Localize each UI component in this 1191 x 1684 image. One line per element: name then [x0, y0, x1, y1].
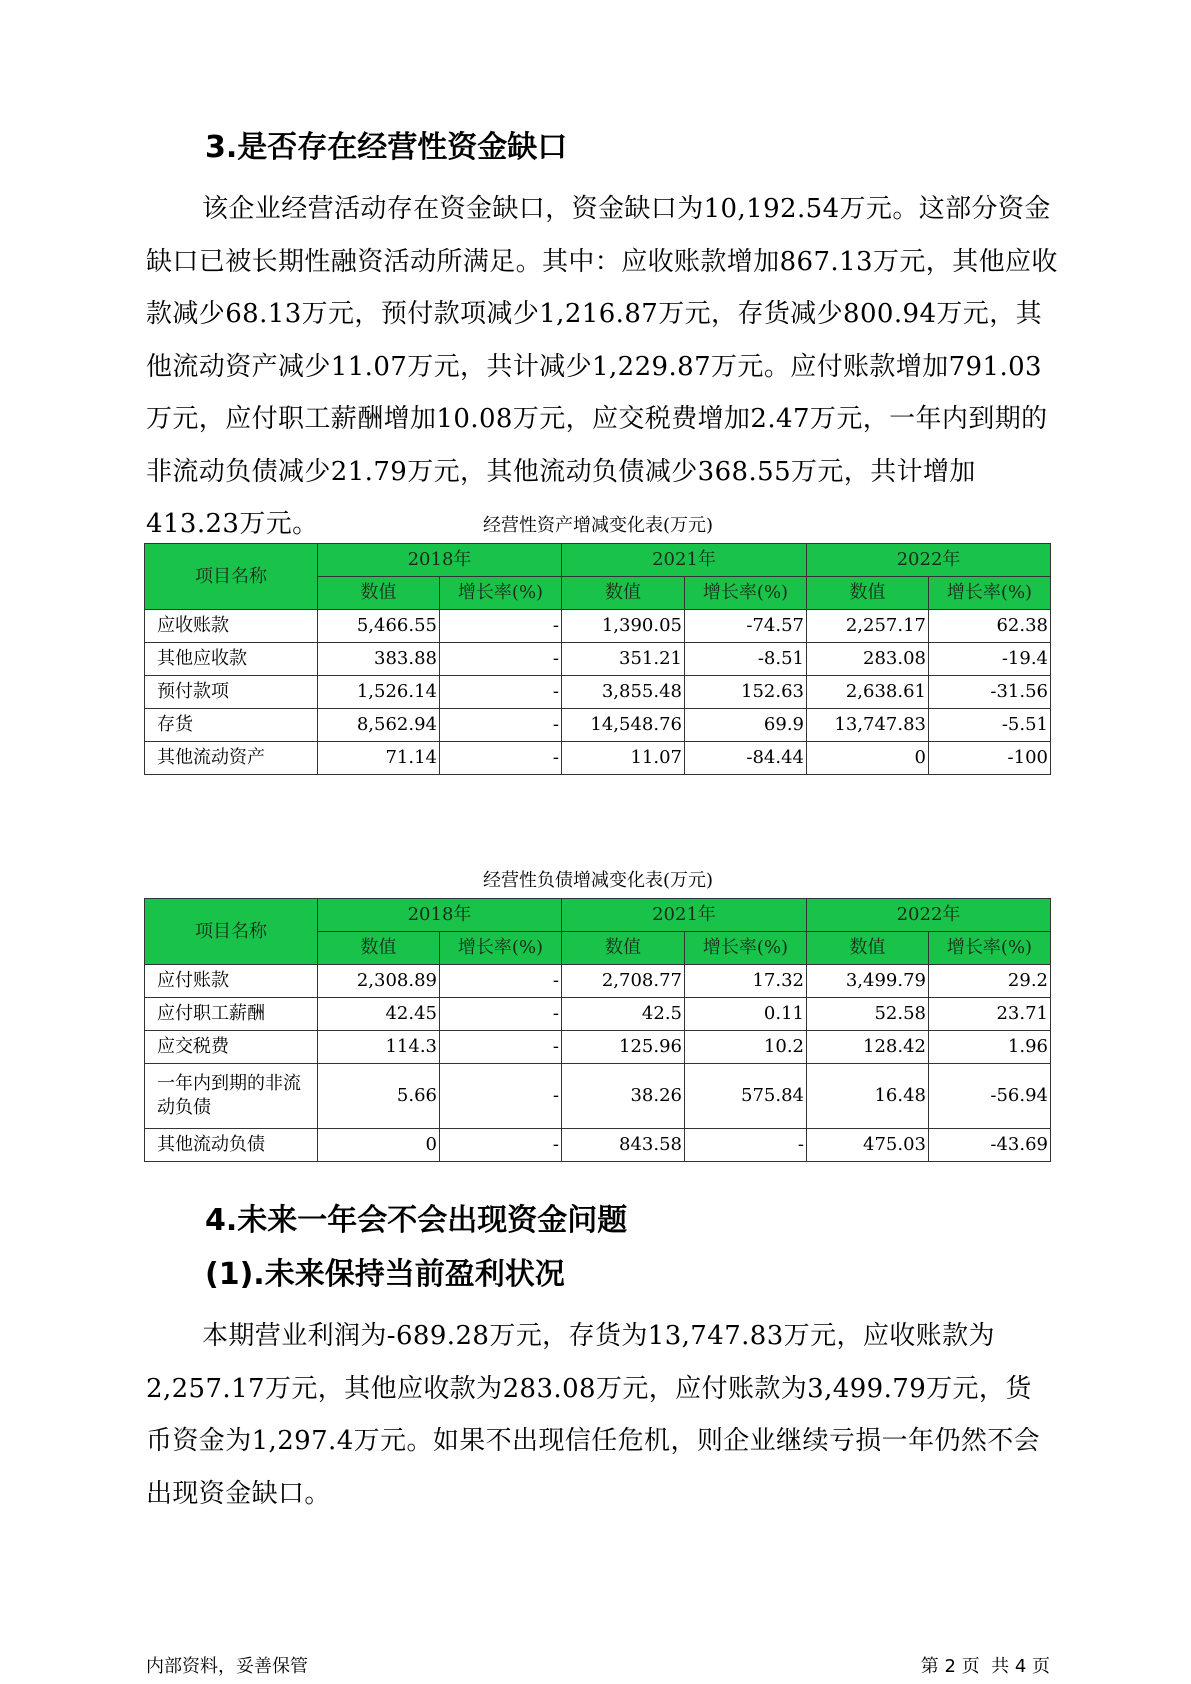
table-cell: 14,548.76 [562, 709, 685, 742]
value-header: 数值 [807, 577, 929, 610]
table-cell: 71.14 [318, 742, 440, 775]
row-name: 应交税费 [145, 1031, 318, 1064]
table-cell: 0 [807, 742, 929, 775]
table-cell: -8.51 [685, 643, 807, 676]
year-header: 2021年 [562, 899, 807, 932]
table-cell: 5.66 [318, 1064, 440, 1129]
table-cell: - [440, 643, 562, 676]
value-header: 数值 [318, 932, 440, 965]
growth-rate-header: 增长率(%) [929, 577, 1051, 610]
table-cell: 0 [318, 1129, 440, 1162]
table-cell: 152.63 [685, 676, 807, 709]
liabilities-change-table [144, 898, 1051, 1162]
table-cell: 0.11 [685, 998, 807, 1031]
section-4-heading: 4.未来一年会不会出现资金问题 [205, 1203, 628, 1238]
table-row [145, 1129, 1051, 1162]
table-cell: - [440, 676, 562, 709]
table-cell: 38.26 [562, 1064, 685, 1129]
table-cell: 283.08 [807, 643, 929, 676]
table-row [145, 643, 1051, 676]
table-cell: - [440, 1031, 562, 1064]
growth-rate-header: 增长率(%) [685, 932, 807, 965]
growth-rate-header: 增长率(%) [440, 577, 562, 610]
assets-change-table [144, 543, 1051, 775]
table-cell: 1,390.05 [562, 610, 685, 643]
table-cell: - [440, 742, 562, 775]
table-cell: 13,747.83 [807, 709, 929, 742]
row-name: 其他流动负债 [145, 1129, 318, 1162]
table-row [145, 742, 1051, 775]
table-row [145, 1064, 1051, 1129]
item-name-header: 项目名称 [145, 544, 318, 610]
table-cell: 1.96 [929, 1031, 1051, 1064]
row-name: 预付款项 [145, 676, 318, 709]
table-cell: - [440, 1129, 562, 1162]
table-cell: 69.9 [685, 709, 807, 742]
table-cell: - [440, 1064, 562, 1129]
table-cell: 2,308.89 [318, 965, 440, 998]
value-header: 数值 [807, 932, 929, 965]
table-cell: 128.42 [807, 1031, 929, 1064]
table-cell: -19.4 [929, 643, 1051, 676]
table-cell: 52.58 [807, 998, 929, 1031]
page-number: 第 2 页 共 4 页 [920, 1656, 1050, 1677]
table-cell: 351.21 [562, 643, 685, 676]
table-cell: 2,257.17 [807, 610, 929, 643]
row-name: 其他流动资产 [145, 742, 318, 775]
table-row [145, 1031, 1051, 1064]
table-cell: 2,638.61 [807, 676, 929, 709]
row-name: 存货 [145, 709, 318, 742]
liabilities-table-caption: 经营性负债增减变化表(万元) [482, 870, 714, 891]
table-row [145, 965, 1051, 998]
value-header: 数值 [562, 932, 685, 965]
row-name: 其他应收款 [145, 643, 318, 676]
table-cell: 42.5 [562, 998, 685, 1031]
table-cell: 23.71 [929, 998, 1051, 1031]
table-cell: 10.2 [685, 1031, 807, 1064]
growth-rate-header: 增长率(%) [929, 932, 1051, 965]
table-cell: -43.69 [929, 1129, 1051, 1162]
table-cell: - [440, 998, 562, 1031]
table-cell: 8,562.94 [318, 709, 440, 742]
table-cell: -84.44 [685, 742, 807, 775]
section-3-paragraph: 该企业经营活动存在资金缺口，资金缺口为10,192.54万元。这部分资金缺口已被长期性融资活动所满足。其中：应收账款增加867.13万元，其他应收款减少68.13万元，预付款项减少1,216.87万元，存货减少800.94万元，其他流动资产减少11.07万元，共计减少1,229.87万元。应付账款增加791.03万元，应付职工薪酬增加10.08万元，应交税费增加2.47万元，一年内到期的非流动负债减少21.79万元，其他流动负债减少368.55万元，共计增加413.23万元。 [146, 194, 1058, 539]
confidential-notice: 内部资料，妥善保管 [146, 1656, 308, 1677]
table-cell: 114.3 [318, 1031, 440, 1064]
year-header: 2022年 [807, 899, 1051, 932]
row-name: 应付职工薪酬 [145, 998, 318, 1031]
table-cell: 11.07 [562, 742, 685, 775]
year-header: 2018年 [318, 544, 562, 577]
table-cell: 575.84 [685, 1064, 807, 1129]
value-header: 数值 [562, 577, 685, 610]
table-row [145, 998, 1051, 1031]
table-row [145, 709, 1051, 742]
row-name: 应付账款 [145, 965, 318, 998]
table-cell: 1,526.14 [318, 676, 440, 709]
table-cell: - [685, 1129, 807, 1162]
table-cell: 42.45 [318, 998, 440, 1031]
table-cell: 383.88 [318, 643, 440, 676]
table-cell: 475.03 [807, 1129, 929, 1162]
table-cell: 62.38 [929, 610, 1051, 643]
section-3-heading: 3.是否存在经营性资金缺口 [205, 130, 568, 165]
item-name-header: 项目名称 [145, 899, 318, 965]
table-cell: 16.48 [807, 1064, 929, 1129]
row-name: 应收账款 [145, 610, 318, 643]
year-header: 2018年 [318, 899, 562, 932]
year-header: 2021年 [562, 544, 807, 577]
table-cell: 3,855.48 [562, 676, 685, 709]
table-cell: 843.58 [562, 1129, 685, 1162]
section-4-subheading: (1).未来保持当前盈利状况 [205, 1257, 565, 1292]
year-header: 2022年 [807, 544, 1051, 577]
growth-rate-header: 增长率(%) [685, 577, 807, 610]
table-cell: 17.32 [685, 965, 807, 998]
table-cell: 29.2 [929, 965, 1051, 998]
table-cell: - [440, 610, 562, 643]
value-header: 数值 [318, 577, 440, 610]
table-cell: - [440, 965, 562, 998]
table-row [145, 610, 1051, 643]
table-cell: 3,499.79 [807, 965, 929, 998]
growth-rate-header: 增长率(%) [440, 932, 562, 965]
table-cell: -5.51 [929, 709, 1051, 742]
table-cell: -74.57 [685, 610, 807, 643]
table-row [145, 676, 1051, 709]
table-cell: -31.56 [929, 676, 1051, 709]
table-cell: 2,708.77 [562, 965, 685, 998]
table-cell: -100 [929, 742, 1051, 775]
table-cell: -56.94 [929, 1064, 1051, 1129]
table-cell: 5,466.55 [318, 610, 440, 643]
row-name: 一年内到期的非流动负债 [145, 1064, 318, 1129]
section-4-paragraph: 本期营业利润为-689.28万元，存货为13,747.83万元，应收账款为2,257.17万元，其他应收款为283.08万元，应付账款为3,499.79万元，货币资金为1,297.4万元。如果不出现信任危机，则企业继续亏损一年仍然不会出现资金缺口。 [146, 1321, 1041, 1509]
table-cell: - [440, 709, 562, 742]
table-cell: 125.96 [562, 1031, 685, 1064]
assets-table-caption: 经营性资产增减变化表(万元) [482, 515, 714, 536]
